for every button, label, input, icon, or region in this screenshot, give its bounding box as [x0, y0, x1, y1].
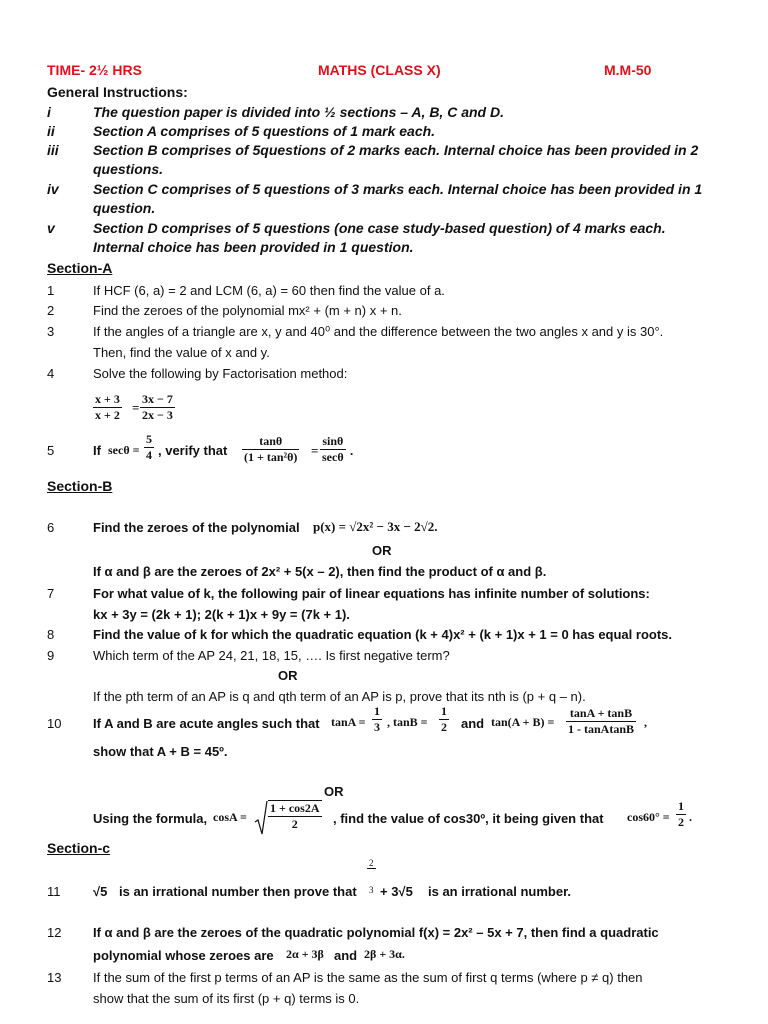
- question-text: If: [93, 443, 101, 458]
- fraction: [367, 858, 376, 895]
- section-c-title: Section-c: [47, 840, 111, 856]
- denominator: 4: [146, 448, 152, 462]
- numerator: 5: [146, 432, 152, 446]
- math-expression: tanA =: [331, 715, 366, 729]
- fraction: [320, 434, 346, 465]
- numerator: sinθ: [320, 434, 346, 450]
- polynomial-expression: p(x) = √2x² − 3x − 2√2.: [313, 519, 438, 534]
- question-text: Which term of the AP 24, 21, 18, 15, …. Is first negative term?: [93, 648, 450, 663]
- question-text-cont: show that the sum of its first (p + q) terms is 0.: [93, 991, 360, 1006]
- question-number: 3: [47, 324, 55, 339]
- question-text-alt: Using the formula,: [93, 811, 208, 826]
- math-expression: 2β + 3α.: [364, 947, 405, 961]
- instruction-number: i: [47, 104, 51, 120]
- question-number: 5: [47, 443, 55, 458]
- equals-sign: =: [311, 443, 319, 458]
- question-text: If A and B are acute angles such that: [93, 716, 320, 731]
- instruction-text: Section D comprises of 5 questions (one case study-based question) of 4 marks each.: [93, 220, 666, 236]
- math-expression: √5: [93, 884, 108, 899]
- math-expression: cosA =: [213, 810, 247, 824]
- radical-sign-icon: [254, 800, 268, 836]
- exam-subject: MATHS (CLASS X): [318, 62, 441, 78]
- question-number: 12: [47, 925, 62, 940]
- question-text: Solve the following by Factorisation method:: [93, 366, 348, 381]
- numerator: 3x − 7: [142, 392, 173, 406]
- question-text-alt: If the pth term of an AP is q and qth term of an AP is p, prove that its nth is (p + q – n).: [93, 689, 586, 704]
- fraction: [676, 799, 686, 830]
- math-expression: + 3√5: [380, 884, 413, 899]
- denominator: x + 2: [95, 408, 120, 422]
- denominator: 2: [678, 815, 684, 829]
- period: .: [689, 810, 692, 824]
- denominator: 3: [374, 720, 380, 734]
- question-text: is an irrational number then prove that: [119, 884, 357, 899]
- fraction: [242, 434, 299, 465]
- instruction-text: The question paper is divided into ½ sections – A, B, C and D.: [93, 104, 504, 120]
- question-text: is an irrational number.: [428, 884, 572, 899]
- instruction-text: Section C comprises of 5 questions of 3 marks each. Internal choice has been provided in 1: [93, 181, 703, 197]
- instruction-text-cont: Internal choice has been provided in 1 question.: [93, 239, 414, 255]
- instruction-text: Section A comprises of 5 questions of 1 mark each.: [93, 123, 436, 139]
- question-text-cont: Then, find the value of x and y.: [93, 345, 270, 360]
- denominator: 2: [441, 720, 447, 734]
- math-expression: , tanB =: [387, 715, 428, 729]
- or-label: OR: [324, 784, 344, 799]
- question-number: 10: [47, 716, 62, 731]
- fraction: [140, 392, 175, 423]
- math-expression: 2α + 3β: [286, 947, 324, 961]
- question-number: 7: [47, 586, 55, 601]
- question-number: 13: [47, 970, 62, 985]
- numerator: 1 + cos2A: [270, 801, 320, 815]
- question-text: and: [461, 716, 485, 731]
- or-label: OR: [372, 543, 392, 558]
- question-text-cont: polynomial whose zeroes are: [93, 948, 274, 963]
- question-text: For what value of k, the following pair of linear equations has infinite number of solutions:: [93, 586, 650, 601]
- comma: ,: [644, 715, 647, 729]
- question-number: 9: [47, 648, 55, 663]
- denominator: 2x − 3: [142, 408, 173, 422]
- exam-max-marks: M.M-50: [604, 62, 652, 78]
- math-expression: secθ =: [108, 443, 140, 457]
- question-text-alt: , find the value of cos30º, it being given that: [333, 811, 604, 826]
- fraction: [144, 432, 154, 463]
- or-label: OR: [278, 668, 298, 683]
- fraction: [93, 392, 122, 423]
- denominator: secθ: [322, 450, 344, 464]
- instruction-text: Section B comprises of 5questions of 2 marks each. Internal choice has been provided in 2: [93, 142, 699, 158]
- section-b-title: Section-B: [47, 478, 113, 494]
- instruction-number: v: [47, 220, 55, 236]
- question-text-cont: and: [334, 948, 358, 963]
- fraction: [566, 706, 636, 737]
- question-text-alt: If α and β are the zeroes of 2x² + 5(x – 2), then find the product of α and β.: [93, 564, 547, 579]
- question-text: If the angles of a triangle are x, y and 40⁰ and the difference between the two angles x and y is 30°.: [93, 324, 664, 339]
- question-text: Find the zeroes of the polynomial: [93, 520, 300, 535]
- instruction-number: iv: [47, 181, 59, 197]
- question-text-cont: kx + 3y = (2k + 1); 2(k + 1)x + 9y = (7k + 1).: [93, 607, 350, 622]
- fraction: [372, 704, 382, 735]
- period: .: [350, 443, 354, 458]
- question-text: Find the value of k for which the quadratic equation (k + 4)x² + (k + 1)x + 1 = 0 has equal roots.: [93, 627, 673, 642]
- math-expression: cos60° =: [627, 810, 670, 824]
- question-number: 4: [47, 366, 55, 381]
- instruction-number: ii: [47, 123, 55, 139]
- section-a-title: Section-A: [47, 260, 113, 276]
- instructions-title: General Instructions:: [47, 84, 188, 100]
- numerator: 2: [369, 858, 374, 868]
- equals-sign: =: [132, 400, 140, 415]
- instruction-number: iii: [47, 142, 59, 158]
- question-number: 2: [47, 303, 55, 318]
- question-number: 6: [47, 520, 55, 535]
- question-number: 8: [47, 627, 55, 642]
- question-number: 11: [47, 884, 61, 899]
- denominator: 3: [369, 885, 374, 895]
- radical-fraction: [268, 800, 322, 832]
- numerator: tanA + tanB: [566, 706, 636, 722]
- question-text: , verify that: [158, 443, 228, 458]
- question-text: If HCF (6, a) = 2 and LCM (6, a) = 60 then find the value of a.: [93, 283, 445, 298]
- question-text: If the sum of the first p terms of an AP is the same as the sum of first q terms (where p ≠ q) then: [93, 970, 643, 985]
- instruction-text-cont: questions.: [93, 161, 164, 177]
- question-text: Find the zeroes of the polynomial mx² + (m + n) x + n.: [93, 303, 402, 318]
- numerator: tanθ: [242, 434, 299, 450]
- question-text-cont: show that A + B = 45º.: [93, 744, 228, 759]
- denominator: 2: [291, 817, 298, 831]
- math-expression: tan(A + B) =: [491, 715, 555, 729]
- numerator: 1: [678, 799, 684, 813]
- fraction: [439, 704, 449, 735]
- question-text: If α and β are the zeroes of the quadratic polynomial f(x) = 2x² – 5x + 7, then find a quadratic: [93, 925, 659, 940]
- denominator: 1 - tanAtanB: [568, 722, 635, 736]
- instruction-text-cont: question.: [93, 200, 156, 216]
- numerator: 1: [374, 704, 380, 718]
- numerator: 1: [441, 704, 447, 718]
- exam-time: TIME- 2½ HRS: [47, 62, 142, 78]
- denominator: (1 + tan²θ): [244, 450, 298, 464]
- numerator: x + 3: [95, 392, 120, 406]
- question-number: 1: [47, 283, 55, 298]
